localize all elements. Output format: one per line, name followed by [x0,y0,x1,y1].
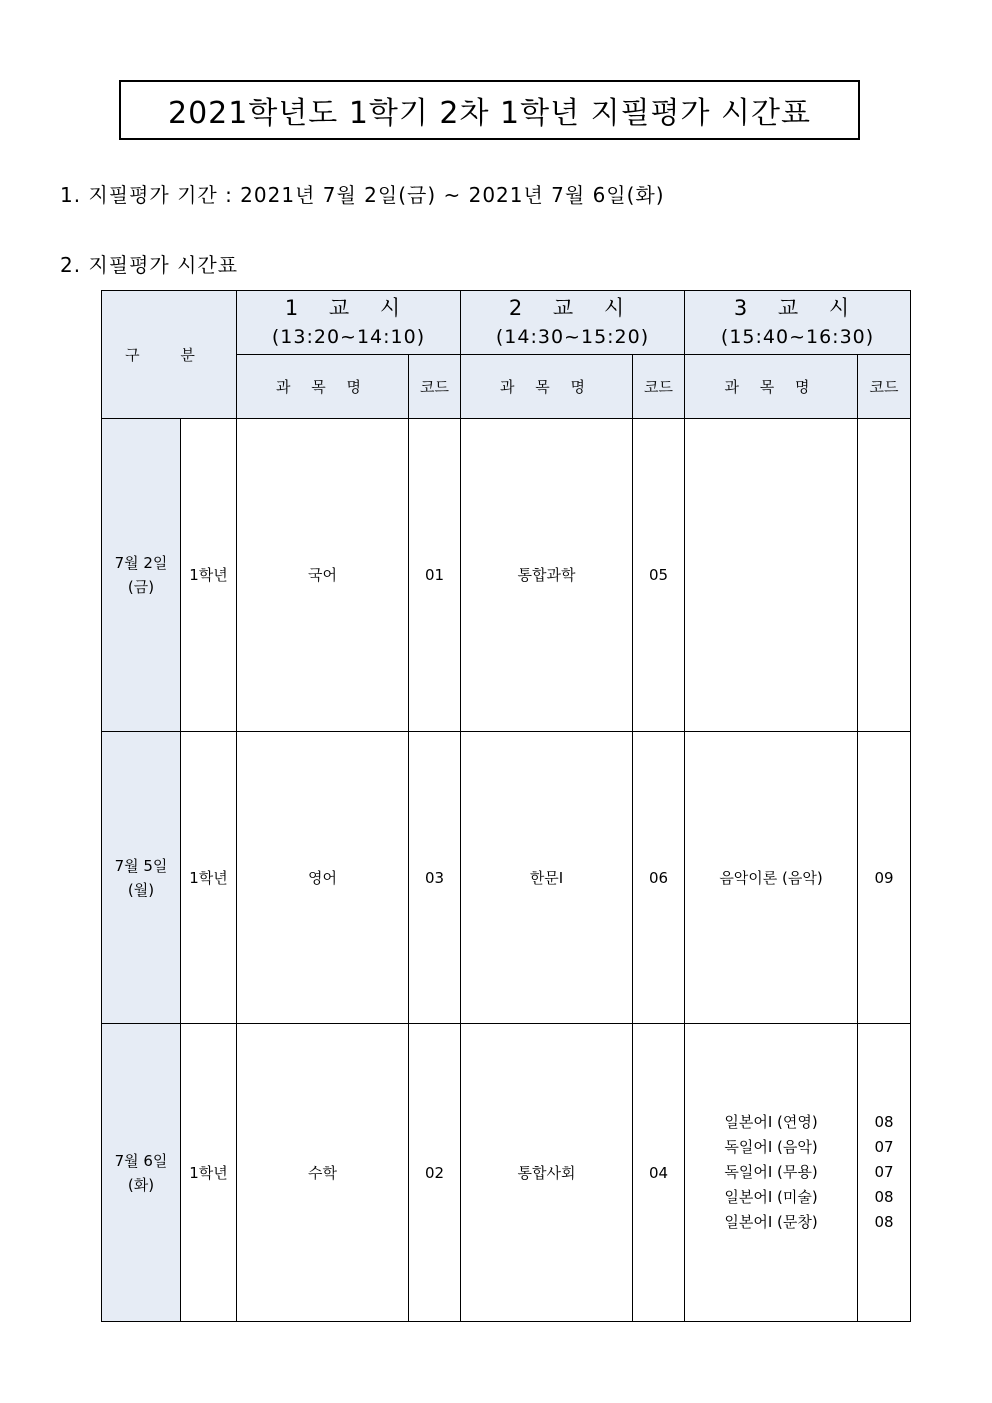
subject-item: 일본어Ⅰ (미술) [724,1188,818,1206]
subject-cell: 한문Ⅰ [461,732,633,1024]
code-cell: 03 [409,732,461,1024]
table-row [102,419,911,732]
subject-item: 일본어Ⅰ (문창) [724,1213,818,1231]
code-cell: 06 [633,732,685,1024]
period-1-time: (13:20~14:10) [271,326,426,349]
schedule-heading: 2. 지필평가 시간표 [60,253,239,277]
table-row [102,732,911,1024]
code-item: 08 [874,1213,894,1231]
period-2-time: (14:30~15:20) [495,326,650,349]
subject-cell: 국어 [237,419,409,732]
subject-cell: 통합과학 [461,419,633,732]
exam-schedule-table [101,290,911,1322]
date-cell [102,732,181,1024]
date-text: 7월 5일 [114,856,168,875]
weekday-text: (화) [127,1175,155,1194]
period-1-name: 1 교 시 [284,296,413,321]
subject-cell: 영어 [237,732,409,1024]
subject-header: 과 목 명 [461,355,633,419]
subject-cell: 음악이론 (음악) [685,732,858,1024]
period-3-name: 3 교 시 [733,296,862,321]
subject-list-cell [685,1024,858,1322]
code-cell: 02 [409,1024,461,1322]
weekday-text: (월) [127,880,155,899]
grade-cell: 1학년 [181,732,237,1024]
date-text: 7월 2일 [114,554,168,572]
code-list-cell [858,1024,911,1322]
period-2-header [461,291,685,355]
code-header: 코드 [409,355,461,419]
code-item: 07 [874,1163,894,1181]
grade-cell: 1학년 [181,1024,237,1322]
code-item: 08 [874,1188,894,1206]
period-2-name: 2 교 시 [508,296,637,321]
table-row [102,1024,911,1322]
document-title: 2021학년도 1학기 2차 1학년 지필평가 시간표 [119,80,860,140]
code-header: 코드 [633,355,685,419]
exam-period-line: 1. 지필평가 기간 : 2021년 7월 2일(금) ~ 2021년 7월 6일(화) [60,183,665,207]
gubun-header: 구 분 [102,291,237,419]
date-cell [102,419,181,732]
subject-item: 일본어Ⅰ (연영) [724,1113,818,1131]
code-cell: 01 [409,419,461,732]
code-item: 08 [874,1113,894,1131]
code-cell: 05 [633,419,685,732]
weekday-text: (금) [127,578,155,596]
period-3-header [685,291,911,355]
code-header: 코드 [858,355,911,419]
subject-header: 과 목 명 [685,355,858,419]
period-1-header [237,291,461,355]
subject-cell: 통합사회 [461,1024,633,1322]
code-cell: 04 [633,1024,685,1322]
period-header-row [102,291,911,355]
date-text: 7월 6일 [114,1151,168,1170]
grade-cell: 1학년 [181,419,237,732]
subject-cell: 수학 [237,1024,409,1322]
subject-item: 독일어Ⅰ (음악) [724,1138,818,1156]
period-3-time: (15:40~16:30) [720,326,875,349]
date-cell [102,1024,181,1322]
subject-cell [685,419,858,732]
subject-item: 독일어Ⅰ (무용) [724,1163,818,1181]
code-cell [858,419,911,732]
code-item: 07 [874,1138,894,1156]
code-cell: 09 [858,732,911,1024]
subject-header: 과 목 명 [237,355,409,419]
